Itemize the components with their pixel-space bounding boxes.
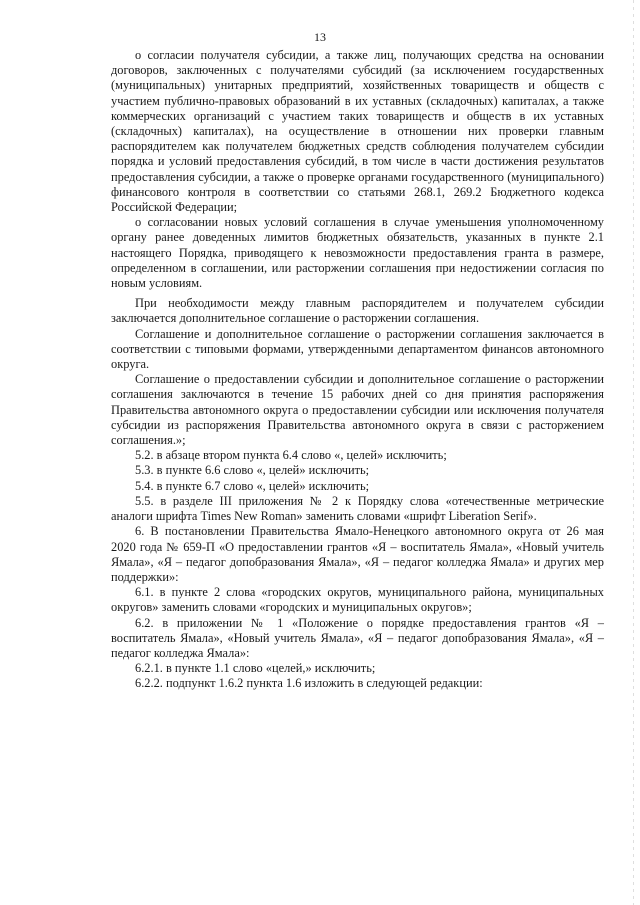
paragraph-item-6-2: 6.2. в приложении № 1 «Положение о порядке предоставления грантов «Я – воспитатель Ямала», «Новый учитель Ямала», «Я – педагог допобразования Ямала», «Я – педагог колледжа Ямала»: xyxy=(111,615,604,660)
document-body xyxy=(111,48,604,692)
page-number: 13 xyxy=(314,30,326,44)
paragraph-item-6-2-2: 6.2.2. подпункт 1.6.2 пункта 1.6 изложить в следующей редакции: xyxy=(135,676,483,691)
paragraph-item-6: 6. В постановлении Правительства Ямало-Ненецкого автономного округа от 26 мая 2020 года № 659-П «О предоставлении грантов «Я – воспитатель Ямала», «Новый учитель Ямала», «Я – педагог допобразования Ямала», «Я – педагог колледжа Ямала» и других мер поддержки»: xyxy=(111,524,604,584)
paragraph-item-5-5: 5.5. в разделе III приложения № 2 к Порядку слова «отечественные метрические аналоги шрифта Times New Roman» заменить словами «шрифт Liberation Serif». xyxy=(111,493,604,524)
paragraph-item-6-1: 6.1. в пункте 2 слова «городских округов, муниципального района, муниципальных округов» заменить словами «городских и муниципальных округов»; xyxy=(111,585,604,615)
scan-edge-artifact xyxy=(633,0,634,905)
paragraph-consent-verification: о согласии получателя субсидии, а также лиц, получающих средства на основании договоров, заключенных с получателями субсидий (за исключением государственных (муниципальных) унитарных предприятий, хозяйственных товариществ и обществ с участием публично-правовых образований в их уставных (складочных) капиталах, а также коммерческих организаций с участием таких товариществ и обществ в их уставных (складочных) капиталах), на осуществление в отношении них проверки главным распорядителем как получателем бюджетных средств соблюдения получателем субсидии порядка и условий предоставления субсидий, в том числе в части достижения результатов предоставления субсидии, а также о проверке органами государственного (муниципального) финансового контроля в соответствии со статьями 268.1, 269.2 Бюджетного кодекса Российской Федерации; xyxy=(111,48,604,215)
paragraph-new-terms-agreement: о согласовании новых условий соглашения в случае уменьшения уполномоченному органу ранее доведенных лимитов бюджетных обязательств, указанных в пункте 2.1 настоящего Порядка, приводящего к невозможности предоставления гранта в размере, определенном в соглашении, или расторжении соглашения при недостижении согласия по новым условиям. xyxy=(111,215,604,291)
paragraph-item-6-2-1: 6.2.1. в пункте 1.1 слово «целей,» исключить; xyxy=(135,661,376,676)
paragraph-conclusion-deadline: Соглашение о предоставлении субсидии и дополнительное соглашение о расторжении соглашения заключаются в течение 15 рабочих дней со дня принятия распоряжения Правительства автономного округа о предоставлении субсидии или исключения получателя субсидии из распоряжения Правительства автономного округа в связи с расторжением соглашения.»; xyxy=(111,372,604,448)
paragraph-item-5-2: 5.2. в абзаце втором пункта 6.4 слово «, целей» исключить; xyxy=(135,448,447,463)
paragraph-item-5-4: 5.4. в пункте 6.7 слово «, целей» исключить; xyxy=(135,478,370,493)
paragraph-item-5-3: 5.3. в пункте 6.6 слово «, целей» исключить; xyxy=(135,463,370,478)
paragraph-termination-agreement: При необходимости между главным распорядителем и получателем субсидии заключается дополнительное соглашение о расторжении соглашения. xyxy=(111,296,604,326)
paragraph-standard-forms: Соглашение и дополнительное соглашение о расторжении соглашения заключается в соответствии с типовыми формами, утвержденными департаментом финансов автономного округа. xyxy=(111,326,604,372)
